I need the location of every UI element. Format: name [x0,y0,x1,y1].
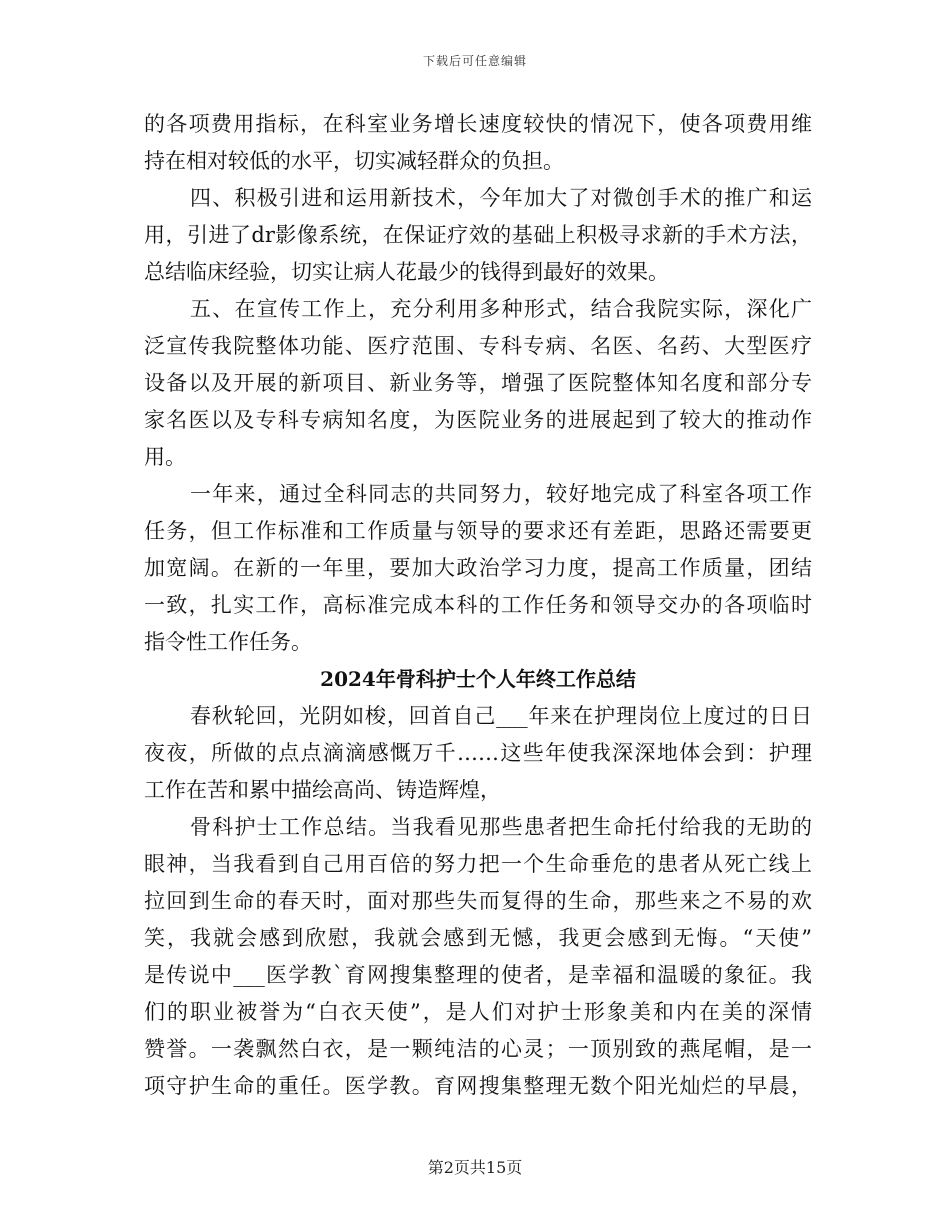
paragraph-line: 持在相对较低的水平，切实减轻群众的负担。 [144,149,564,173]
section-title: 2024年骨科护士个人年终工作总结 [320,667,636,691]
paragraph-line: 加宽阔。在新的一年里，要加大政治学习力度，提高工作质量，团结 [144,556,812,580]
paragraph-line: 总结临床经验，切实让病人花最少的钱得到最好的效果。 [144,260,669,284]
paragraph-line: 用。 [144,445,186,469]
paragraph-line: 一致，扎实工作，高标准完成本科的工作任务和领导交办的各项临时 [144,593,812,617]
paragraph-line: 用，引进了dr影像系统，在保证疗效的基础上积极寻求新的手术方法， [144,223,812,247]
paragraph-line: 骨科护士工作总结。当我看见那些患者把生命托付给我的无助的 [190,815,812,839]
paragraph-line: 拉回到生命的春天时，面对那些失而复得的生命，那些来之不易的欢 [144,889,812,913]
paragraph-line: 项守护生命的重任。医学教。育网搜集整理无数个阳光灿烂的早晨， [144,1074,812,1098]
page-header: 下载后可任意编辑 [422,54,527,68]
paragraph-line: 五、在宣传工作上，充分利用多种形式，结合我院实际，深化广 [190,297,812,321]
paragraph-line: 们的职业被誉为“白衣天使”，是人们对护士形象美和内在美的深情 [144,1000,812,1024]
paragraph-line: 任务，但工作标准和工作质量与领导的要求还有差距，思路还需要更 [144,519,812,543]
paragraph-line: 春秋轮回，光阴如梭，回首自己___年来在护理岗位上度过的日日 [190,704,812,728]
paragraph-line: 眼神，当我看到自己用百倍的努力把一个生命垂危的患者从死亡线上 [144,852,812,876]
paragraph-line: 四、积极引进和运用新技术，今年加大了对微创手术的推广和运 [190,186,812,210]
paragraph-line: 泛宣传我院整体功能、医疗范围、专科专病、名医、名药、大型医疗 [144,334,812,358]
paragraph-line: 笑，我就会感到欣慰，我就会感到无憾，我更会感到无悔。“天使” [144,926,812,950]
paragraph-line: 赞誉。一袭飘然白衣，是一颗纯洁的心灵；一顶别致的燕尾帽，是一 [144,1037,812,1061]
paragraph-line: 指令性工作任务。 [144,630,312,654]
document-body [144,106,812,1105]
paragraph-line: 的各项费用指标，在科室业务增长速度较快的情况下，使各项费用维 [144,112,812,136]
paragraph-line: 是传说中___医学教`育网搜集整理的使者，是幸福和温暖的象征。我 [144,963,812,987]
paragraph-line: 工作在苦和累中描绘高尚、铸造辉煌， [144,778,501,802]
page-number: 第2页共15页 [427,1158,523,1177]
paragraph-line: 家名医以及专科专病知名度，为医院业务的进展起到了较大的推动作 [144,408,812,432]
paragraph-line: 夜夜，所做的点点滴滴感慨万千……这些年使我深深地体会到：护理 [144,741,812,765]
paragraph-line: 一年来，通过全科同志的共同努力，较好地完成了科室各项工作 [190,482,812,506]
paragraph-line: 设备以及开展的新项目、新业务等，增强了医院整体知名度和部分专 [144,371,812,395]
